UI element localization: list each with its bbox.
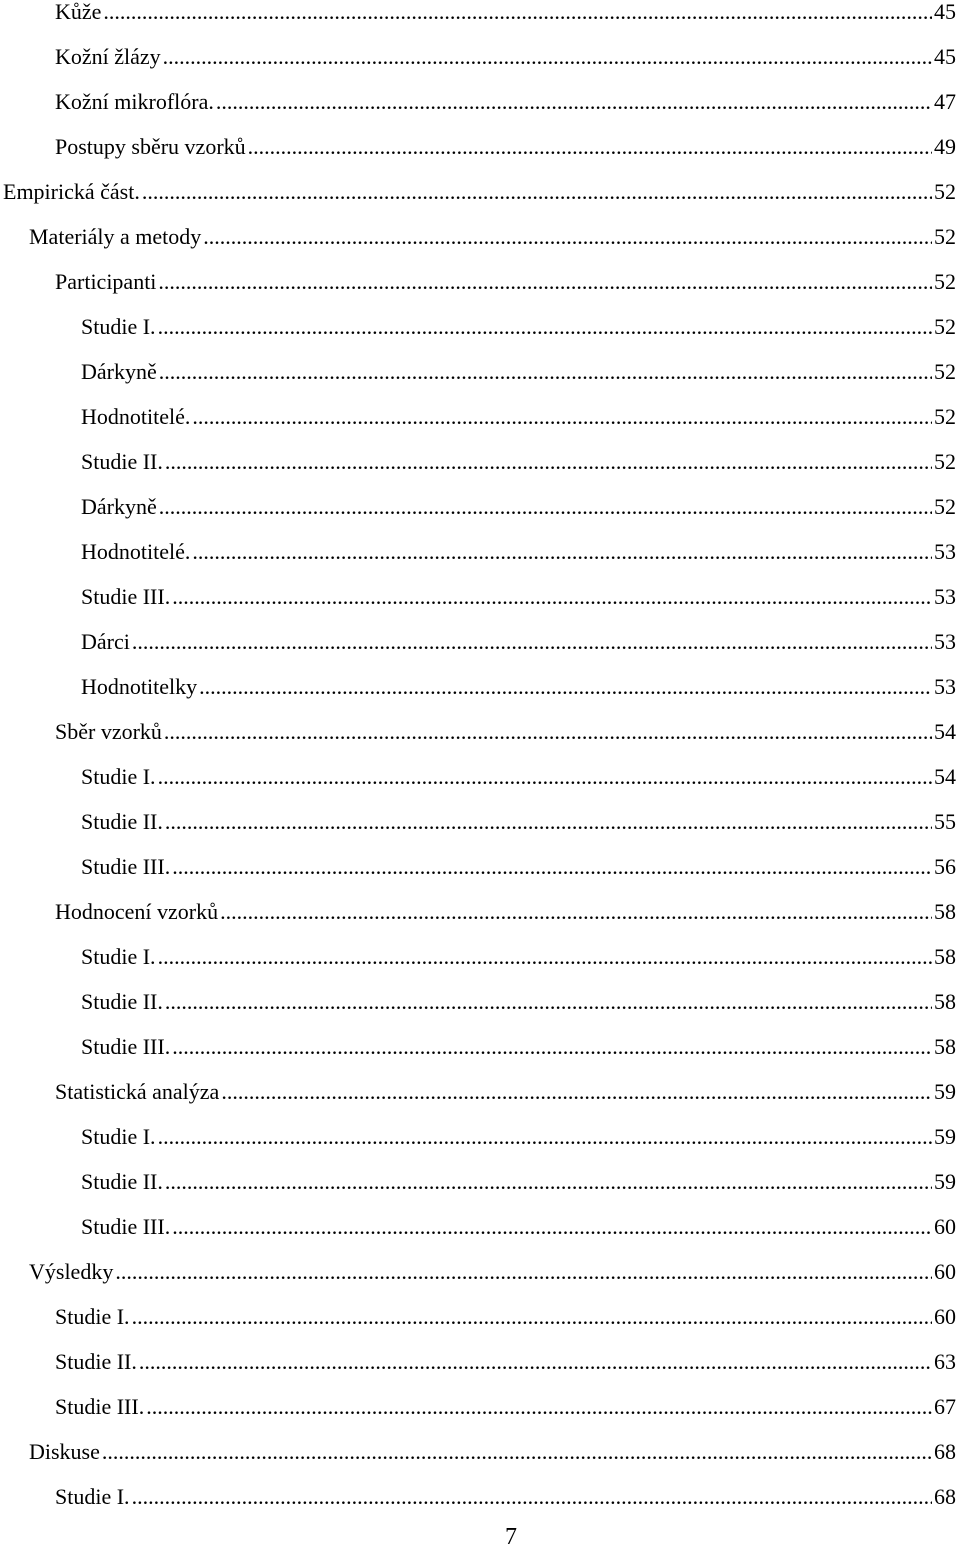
toc-entry-title: Hodnotitelé. (81, 539, 191, 564)
toc-entry-page: 52 (934, 269, 956, 294)
toc-dot-leader (159, 349, 932, 394)
toc-entry-title: Dárkyně (81, 494, 157, 519)
toc-entry-page: 53 (934, 629, 956, 654)
toc-dot-leader (158, 1114, 932, 1159)
toc-entry[interactable] (0, 1294, 956, 1339)
toc-entry[interactable] (0, 574, 956, 619)
toc-entry[interactable] (0, 0, 956, 34)
toc-entry-title: Studie II. (81, 1169, 163, 1194)
toc-entry[interactable] (0, 844, 956, 889)
toc-dot-leader (132, 1474, 932, 1519)
toc-entry-page: 52 (934, 494, 956, 519)
toc-dot-leader (220, 889, 932, 934)
toc-dot-leader (132, 1294, 932, 1339)
toc-dot-leader (165, 799, 932, 844)
toc-entry-page: 52 (934, 449, 956, 474)
toc-entry[interactable] (0, 1114, 956, 1159)
toc-entry-title: Hodnocení vzorků (55, 899, 219, 924)
toc-entry-title: Hodnotitelé. (81, 404, 191, 429)
toc-entry[interactable] (0, 394, 956, 439)
toc-entry[interactable] (0, 1339, 956, 1384)
toc-entry-title: Studie III. (81, 1214, 171, 1239)
toc-entry-title: Studie II. (81, 449, 163, 474)
toc-entry[interactable] (0, 979, 956, 1024)
toc-dot-leader (146, 1384, 932, 1429)
toc-entry-page: 68 (934, 1439, 956, 1464)
toc-entry-page: 45 (934, 44, 956, 69)
toc-dot-leader (158, 304, 932, 349)
toc-entry-title: Studie III. (55, 1394, 145, 1419)
toc-entry[interactable] (0, 619, 956, 664)
toc-entry[interactable] (0, 1159, 956, 1204)
toc-entry-page: 68 (934, 1484, 956, 1509)
toc-entry[interactable] (0, 214, 956, 259)
toc-entry[interactable] (0, 529, 956, 574)
toc-entry-page: 58 (934, 1034, 956, 1059)
toc-entry[interactable] (0, 439, 956, 484)
toc-dot-leader (172, 844, 932, 889)
toc-dot-leader (142, 169, 932, 214)
toc-entry-page: 52 (934, 314, 956, 339)
toc-entry-title: Studie I. (81, 1124, 156, 1149)
toc-entry[interactable] (0, 1024, 956, 1069)
toc-entry[interactable] (0, 34, 956, 79)
toc-entry-page: 54 (934, 764, 956, 789)
toc-entry[interactable] (0, 1249, 956, 1294)
toc-entry-title: Hodnotitelky (81, 674, 198, 699)
toc-entry-title: Studie I. (81, 314, 156, 339)
toc-entry[interactable] (0, 934, 956, 979)
toc-entry-title: Studie II. (55, 1349, 137, 1374)
toc-entry-title: Postupy sběru vzorků (55, 134, 246, 159)
toc-dot-leader (221, 1069, 932, 1114)
toc-entry-title: Studie I. (55, 1484, 130, 1509)
toc-entry[interactable] (0, 754, 956, 799)
toc-entry-title: Dárkyně (81, 359, 157, 384)
toc-entry-page: 47 (934, 89, 956, 114)
toc-dot-leader (203, 214, 932, 259)
toc-entry-title: Sběr vzorků (55, 719, 162, 744)
toc-entry-title: Empirická část. (3, 179, 140, 204)
toc-entry[interactable] (0, 124, 956, 169)
toc-entry-page: 53 (934, 584, 956, 609)
toc-entry[interactable] (0, 1474, 956, 1519)
toc-entry-title: Diskuse (29, 1439, 100, 1464)
toc-dot-leader (165, 439, 932, 484)
toc-dot-leader (158, 754, 932, 799)
toc-dot-leader (192, 529, 932, 574)
toc-entry[interactable] (0, 1204, 956, 1249)
toc-entry-page: 59 (934, 1079, 956, 1104)
toc-entry-page: 52 (934, 224, 956, 249)
toc-dot-leader (172, 1204, 932, 1249)
toc-dot-leader (102, 1429, 932, 1474)
toc-entry[interactable] (0, 484, 956, 529)
toc-dot-leader (165, 979, 932, 1024)
toc-entry-title: Studie I. (81, 764, 156, 789)
toc-entry-page: 53 (934, 674, 956, 699)
toc-entry-title: Výsledky (29, 1259, 114, 1284)
toc-dot-leader (164, 709, 932, 754)
toc-dot-leader (132, 619, 932, 664)
toc-entry-title: Studie I. (55, 1304, 130, 1329)
toc-entry-title: Participanti (55, 269, 157, 294)
toc-entry-page: 54 (934, 719, 956, 744)
toc-dot-leader (115, 1249, 932, 1294)
toc-entry[interactable] (0, 889, 956, 934)
toc-entry[interactable] (0, 259, 956, 304)
toc-entry-page: 45 (934, 0, 956, 24)
toc-entry-title: Dárci (81, 629, 130, 654)
toc-entry-title: Kožní žlázy (55, 44, 161, 69)
toc-dot-leader (192, 394, 932, 439)
toc-entry-title: Kožní mikroflóra. (55, 89, 214, 114)
toc-entry-page: 59 (934, 1124, 956, 1149)
toc-entry-page: 55 (934, 809, 956, 834)
toc-dot-leader (158, 259, 932, 304)
toc-entry-title: Studie III. (81, 1034, 171, 1059)
toc-dot-leader (248, 124, 932, 169)
toc-entry[interactable] (0, 349, 956, 394)
toc-dot-leader (216, 79, 932, 124)
toc-entry-title: Materiály a metody (29, 224, 202, 249)
toc-dot-leader (139, 1339, 932, 1384)
toc-entry-page: 60 (934, 1214, 956, 1239)
toc-entry-title: Studie I. (81, 944, 156, 969)
toc-entry-title: Kůže (55, 0, 102, 24)
toc-entry[interactable] (0, 664, 956, 709)
toc-entry-title: Studie III. (81, 584, 171, 609)
toc-entry[interactable] (0, 709, 956, 754)
toc-entry-page: 67 (934, 1394, 956, 1419)
toc-entry-page: 58 (934, 899, 956, 924)
toc-entry-page: 59 (934, 1169, 956, 1194)
toc-dot-leader (172, 574, 932, 619)
toc-entry-title: Studie III. (81, 854, 171, 879)
toc-entry[interactable] (0, 304, 956, 349)
toc-entry-page: 49 (934, 134, 956, 159)
toc-entry-page: 63 (934, 1349, 956, 1374)
toc-entry[interactable] (0, 799, 956, 844)
toc-entry-page: 53 (934, 539, 956, 564)
toc-dot-leader (158, 934, 932, 979)
toc-entry[interactable] (0, 79, 956, 124)
toc-dot-leader (159, 484, 932, 529)
page-number: 7 (505, 1524, 517, 1550)
toc-entry-page: 52 (934, 359, 956, 384)
toc-dot-leader (163, 34, 932, 79)
toc-entry[interactable] (0, 1429, 956, 1474)
toc-entry-page: 56 (934, 854, 956, 879)
toc-entry-page: 60 (934, 1304, 956, 1329)
toc-entry[interactable] (0, 169, 956, 214)
toc-entry-title: Studie II. (81, 809, 163, 834)
toc-entry-page: 58 (934, 944, 956, 969)
toc-entry-page: 52 (934, 404, 956, 429)
toc-entry-page: 58 (934, 989, 956, 1014)
toc-entry-page: 60 (934, 1259, 956, 1284)
toc-entry-page: 52 (934, 179, 956, 204)
toc-entry-title: Statistická analýza (55, 1079, 220, 1104)
toc-entry[interactable] (0, 1069, 956, 1114)
toc-entry[interactable] (0, 1384, 956, 1429)
toc-dot-leader (165, 1159, 932, 1204)
toc-entry-title: Studie II. (81, 989, 163, 1014)
toc-dot-leader (103, 0, 932, 34)
toc-dot-leader (172, 1024, 932, 1069)
toc-dot-leader (199, 664, 932, 709)
